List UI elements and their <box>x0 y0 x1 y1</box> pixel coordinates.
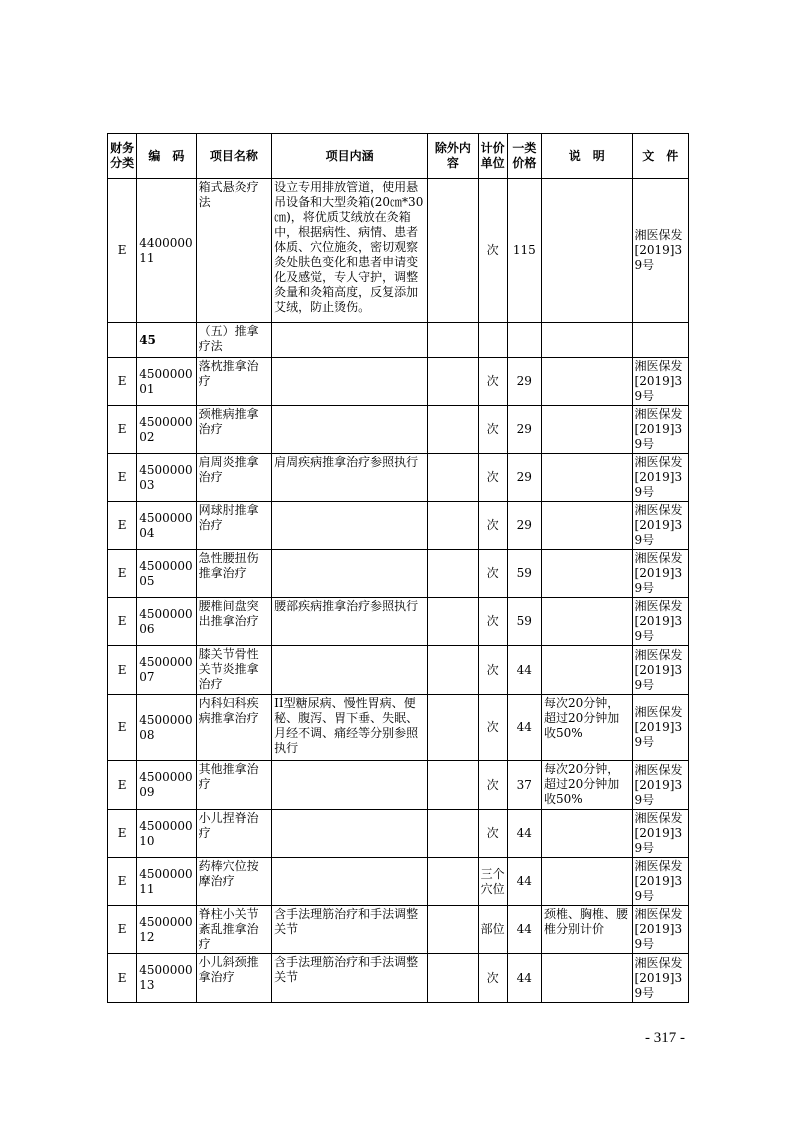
table-row <box>108 550 689 598</box>
cell-price: 44 <box>507 810 541 858</box>
cell-code: 450000006 <box>137 598 196 646</box>
cell-category: E <box>108 810 137 858</box>
cell-exclusions <box>428 858 478 906</box>
table-row <box>108 761 689 810</box>
cell-unit: 次 <box>478 761 507 810</box>
cell-code: 450000008 <box>137 695 196 761</box>
cell-content: 肩周疾病推拿治疗参照执行 <box>272 454 428 502</box>
cell-notes <box>541 858 632 906</box>
cell-notes: 颈椎、胸椎、腰椎分别计价 <box>541 906 632 954</box>
cell-document: 湘医保发[2019]39号 <box>632 358 688 406</box>
page-number: - 317 - <box>645 1030 685 1046</box>
cell-content <box>272 761 428 810</box>
cell-code: 450000001 <box>137 358 196 406</box>
cell-price: 44 <box>507 906 541 954</box>
cell-exclusions <box>428 358 478 406</box>
cell-document: 湘医保发[2019]39号 <box>632 598 688 646</box>
cell-content <box>272 406 428 454</box>
table-row <box>108 502 689 550</box>
cell-notes: 每次20分钟，超过20分钟加收50% <box>541 761 632 810</box>
cell-name: 肩周炎推拿治疗 <box>196 454 272 502</box>
cell-category: E <box>108 179 137 323</box>
cell-document: 湘医保发[2019]39号 <box>632 810 688 858</box>
cell-unit: 三个穴位 <box>478 858 507 906</box>
cell-exclusions <box>428 761 478 810</box>
cell-price: 29 <box>507 358 541 406</box>
cell-category: E <box>108 858 137 906</box>
cell-price: 44 <box>507 954 541 1003</box>
cell-unit: 次 <box>478 179 507 323</box>
cell-document: 湘医保发[2019]39号 <box>632 406 688 454</box>
cell-name: 膝关节骨性关节炎推拿治疗 <box>196 646 272 695</box>
cell-code: 45 <box>137 323 196 358</box>
cell-document: 湘医保发[2019]39号 <box>632 646 688 695</box>
cell-name: 腰椎间盘突出推拿治疗 <box>196 598 272 646</box>
cell-document: 湘医保发[2019]39号 <box>632 550 688 598</box>
cell-category: E <box>108 406 137 454</box>
cell-unit: 次 <box>478 695 507 761</box>
cell-content <box>272 646 428 695</box>
cell-unit <box>478 323 507 358</box>
header-content: 项目内涵 <box>272 134 428 179</box>
cell-unit: 次 <box>478 646 507 695</box>
cell-exclusions <box>428 406 478 454</box>
cell-content <box>272 550 428 598</box>
header-unit: 计价单位 <box>478 134 507 179</box>
cell-unit: 次 <box>478 810 507 858</box>
cell-notes <box>541 954 632 1003</box>
cell-name: 小儿捏脊治疗 <box>196 810 272 858</box>
cell-code: 450000010 <box>137 810 196 858</box>
table-row <box>108 954 689 1003</box>
cell-exclusions <box>428 810 478 858</box>
header-row <box>108 134 689 179</box>
cell-notes: 每次20分钟，超过20分钟加收50% <box>541 695 632 761</box>
cell-exclusions <box>428 323 478 358</box>
cell-content: 含手法理筋治疗和手法调整关节 <box>272 954 428 1003</box>
cell-exclusions <box>428 954 478 1003</box>
price-table <box>107 133 689 1003</box>
header-name: 项目名称 <box>196 134 272 179</box>
cell-document: 湘医保发[2019]39号 <box>632 954 688 1003</box>
cell-price: 44 <box>507 646 541 695</box>
table-row <box>108 810 689 858</box>
cell-name: 颈椎病推拿治疗 <box>196 406 272 454</box>
cell-exclusions <box>428 646 478 695</box>
cell-unit: 次 <box>478 502 507 550</box>
cell-exclusions <box>428 906 478 954</box>
cell-code: 450000012 <box>137 906 196 954</box>
cell-document: 湘医保发[2019]39号 <box>632 502 688 550</box>
cell-notes <box>541 179 632 323</box>
cell-code: 450000007 <box>137 646 196 695</box>
cell-content: 腰部疾病推拿治疗参照执行 <box>272 598 428 646</box>
header-document: 文 件 <box>632 134 688 179</box>
cell-document: 湘医保发[2019]39号 <box>632 695 688 761</box>
cell-name: （五）推拿疗法 <box>196 323 272 358</box>
cell-price: 59 <box>507 598 541 646</box>
cell-name: 其他推拿治疗 <box>196 761 272 810</box>
cell-price: 115 <box>507 179 541 323</box>
cell-exclusions <box>428 454 478 502</box>
cell-notes <box>541 358 632 406</box>
cell-code: 450000004 <box>137 502 196 550</box>
cell-notes <box>541 323 632 358</box>
cell-category: E <box>108 598 137 646</box>
header-notes: 说 明 <box>541 134 632 179</box>
cell-price: 29 <box>507 502 541 550</box>
cell-code: 450000009 <box>137 761 196 810</box>
cell-category: E <box>108 954 137 1003</box>
cell-notes <box>541 406 632 454</box>
cell-name: 药棒穴位按摩治疗 <box>196 858 272 906</box>
table-body <box>108 179 689 1003</box>
cell-document: 湘医保发[2019]39号 <box>632 179 688 323</box>
cell-code: 440000011 <box>137 179 196 323</box>
cell-unit: 部位 <box>478 906 507 954</box>
cell-notes <box>541 598 632 646</box>
cell-price <box>507 323 541 358</box>
cell-exclusions <box>428 179 478 323</box>
cell-category: E <box>108 906 137 954</box>
cell-content <box>272 810 428 858</box>
header-price: 一类价格 <box>507 134 541 179</box>
table-row <box>108 358 689 406</box>
cell-name: 脊柱小关节紊乱推拿治疗 <box>196 906 272 954</box>
cell-name: 箱式悬灸疗法 <box>196 179 272 323</box>
cell-category: E <box>108 646 137 695</box>
cell-name: 网球肘推拿治疗 <box>196 502 272 550</box>
table-row <box>108 646 689 695</box>
cell-category: E <box>108 761 137 810</box>
cell-notes <box>541 646 632 695</box>
cell-exclusions <box>428 502 478 550</box>
cell-name: 急性腰扭伤推拿治疗 <box>196 550 272 598</box>
cell-notes <box>541 454 632 502</box>
cell-price: 59 <box>507 550 541 598</box>
cell-code: 450000005 <box>137 550 196 598</box>
cell-category: E <box>108 454 137 502</box>
cell-price: 44 <box>507 695 541 761</box>
cell-unit: 次 <box>478 358 507 406</box>
cell-category: E <box>108 358 137 406</box>
cell-content <box>272 502 428 550</box>
cell-unit: 次 <box>478 454 507 502</box>
cell-category: E <box>108 502 137 550</box>
cell-unit: 次 <box>478 954 507 1003</box>
cell-price: 29 <box>507 454 541 502</box>
cell-document <box>632 323 688 358</box>
cell-unit: 次 <box>478 550 507 598</box>
cell-category <box>108 323 137 358</box>
table-row <box>108 906 689 954</box>
cell-exclusions <box>428 550 478 598</box>
header-category: 财务分类 <box>108 134 137 179</box>
header-exclusions: 除外内容 <box>428 134 478 179</box>
cell-document: 湘医保发[2019]39号 <box>632 454 688 502</box>
cell-content: II型糖尿病、慢性胃病、便秘、腹泻、胃下垂、失眠、月经不调、痛经等分别参照执行 <box>272 695 428 761</box>
cell-notes <box>541 502 632 550</box>
cell-document: 湘医保发[2019]39号 <box>632 858 688 906</box>
cell-notes <box>541 550 632 598</box>
cell-name: 小儿斜颈推拿治疗 <box>196 954 272 1003</box>
cell-exclusions <box>428 598 478 646</box>
cell-code: 450000002 <box>137 406 196 454</box>
cell-price: 44 <box>507 858 541 906</box>
cell-content: 含手法理筋治疗和手法调整关节 <box>272 906 428 954</box>
cell-category: E <box>108 695 137 761</box>
cell-code: 450000011 <box>137 858 196 906</box>
cell-code: 450000003 <box>137 454 196 502</box>
cell-document: 湘医保发[2019]39号 <box>632 906 688 954</box>
table-row <box>108 695 689 761</box>
table-row <box>108 858 689 906</box>
cell-content <box>272 323 428 358</box>
cell-notes <box>541 810 632 858</box>
cell-code: 450000013 <box>137 954 196 1003</box>
cell-document: 湘医保发[2019]39号 <box>632 761 688 810</box>
table-row <box>108 323 689 358</box>
table-row <box>108 406 689 454</box>
cell-content <box>272 358 428 406</box>
cell-content: 设立专用排放管道，使用悬吊设备和大型灸箱(20㎝*30㎝)，将优质艾绒放在灸箱中，根据病性、病情、患者体质、穴位施灸，密切观察灸处肤色变化和患者申请变化及感觉，专人守护，调整灸量和灸箱高度，反复添加艾绒，防止烫伤。 <box>272 179 428 323</box>
cell-exclusions <box>428 695 478 761</box>
cell-name: 落枕推拿治疗 <box>196 358 272 406</box>
cell-unit: 次 <box>478 406 507 454</box>
cell-price: 29 <box>507 406 541 454</box>
cell-content <box>272 858 428 906</box>
table-row <box>108 454 689 502</box>
cell-name: 内科妇科疾病推拿治疗 <box>196 695 272 761</box>
header-code: 编 码 <box>137 134 196 179</box>
table-row <box>108 179 689 323</box>
cell-category: E <box>108 550 137 598</box>
table-row <box>108 598 689 646</box>
cell-price: 37 <box>507 761 541 810</box>
cell-unit: 次 <box>478 598 507 646</box>
